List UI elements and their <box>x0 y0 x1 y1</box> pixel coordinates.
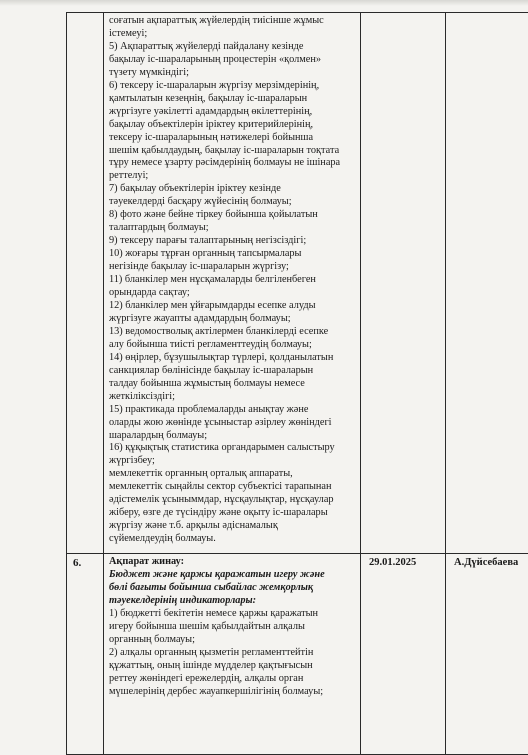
text-line: мемлекеттік сыңайлы сектор субъектісі тарапынан <box>109 481 356 494</box>
date-cell <box>361 554 446 755</box>
text-line: 15) практикада проблемаларды анықтау және <box>109 404 356 417</box>
number-cell <box>67 13 104 554</box>
text-line: қамтылатын кезеңнің, бақылау іс-шараларын <box>109 93 356 106</box>
text-line: 10) жоғары тұрған органның тапсырмалары <box>109 248 356 261</box>
responsible-cell <box>446 13 528 554</box>
text-line: 14) өңірлер, бұзушылықтар түрлері, қолданылатын <box>109 352 356 365</box>
page-top-edge <box>0 0 528 6</box>
text-line: негізінде бақылау іс-шараларын жүргізу; <box>109 261 356 274</box>
text-line: шешім қабылдаудың, бақылау іс-шараларын тоқтата <box>109 145 356 158</box>
text-line: әдістемелік ұсыныммдар, нұсқаулықтар, нұсқаулар <box>109 494 356 507</box>
text-line: реттеу жөніндегі ережелердің, алқалы орган <box>109 673 356 686</box>
text-line: жеткіліксіздігі; <box>109 391 356 404</box>
text-line: органның болмауы; <box>109 634 356 647</box>
text-line: 7) бақылау объектілерін іріктеу кезінде <box>109 183 356 196</box>
text-line: жүргізуге уәкілетті адамдардың өкілеттерінің, <box>109 106 356 119</box>
text-line: бақылау объектілерін іріктеу критерийлерінің, <box>109 119 356 132</box>
text-line: 2) алқалы органның қызметін регламенттейтін <box>109 647 356 660</box>
description-cell <box>104 554 361 755</box>
text-line: талдау бойынша жұмыстың болмауы немесе <box>109 378 356 391</box>
deadline-date: 29.01.2025 <box>361 554 445 568</box>
table-row-continuation <box>67 13 528 554</box>
text-line: 1) бюджетті бекітетін немесе қаржы қаражатын <box>109 608 356 621</box>
text-line: тұру немесе ұзарту рәсімдерінің болмауы не ішінара <box>109 157 356 170</box>
responsible-cell <box>446 554 528 755</box>
text-line: соғатын ақпараттық жүйелердің тиісінше жұмыс <box>109 15 356 28</box>
number-cell <box>67 554 104 755</box>
text-line: 13) ведомостволық актілермен бланкілерді есепке <box>109 326 356 339</box>
text-line: жүргізбеу; <box>109 455 356 468</box>
text-line: реттелуі; <box>109 170 356 183</box>
text-line: 11) бланкілер мен нұсқамаларды белгіленбеген <box>109 274 356 287</box>
text-line: істемеуі; <box>109 28 356 41</box>
text-line: тәуекелдерінің индикаторлары: <box>109 595 356 608</box>
text-line: жүргізу және т.б. арқылы әдіснамалық <box>109 520 356 533</box>
responsible-person: А.Дүйсебаева <box>446 554 528 568</box>
description-lines <box>109 608 356 699</box>
text-line: санкциялар бөлінісінде бақылау іс-шараларын <box>109 365 356 378</box>
text-line: бөлі бағыты бойынша сыбайлас жемқорлық <box>109 582 356 595</box>
text-line: мүшелерінің дербес жауапкершілігінің болмауы; <box>109 686 356 699</box>
text-line: 5) Ақпараттық жүйелерді пайдалану кезінде <box>109 41 356 54</box>
text-line: 16) құқықтық статистика органдарымен салыстыру <box>109 442 356 455</box>
text-line: 6) тексеру іс-шараларын жүргізу мерзімдерінің, <box>109 80 356 93</box>
text-line: игеру бойынша шешім қабылдайтын алқалы <box>109 621 356 634</box>
description-lines <box>104 13 360 546</box>
text-line: 12) бланкілер мен ұйғарымдарды есепке алуды <box>109 300 356 313</box>
section-heading: Ақпарат жинау: <box>109 556 356 569</box>
text-line: алу бойынша тиісті регламенттеудің болмауы; <box>109 339 356 352</box>
text-line: талаптардың болмауы; <box>109 222 356 235</box>
row-number: 6. <box>67 554 103 569</box>
text-line: жүргізуге жауапты адамдардың болмауы; <box>109 313 356 326</box>
indicator-heading <box>109 569 356 608</box>
date-cell <box>361 13 446 554</box>
text-line: мемлекеттік органның орталық аппараты, <box>109 468 356 481</box>
text-line: Бюджет және қаржы қаражатын игеру және <box>109 569 356 582</box>
text-line: оларды жою жөнінде ұсыныстар әзірлеу жөніндегі <box>109 417 356 430</box>
document-table <box>66 12 528 755</box>
table-row-6 <box>67 554 528 755</box>
text-line: орындарда сақтау; <box>109 287 356 300</box>
text-line: шаралардың болмауы; <box>109 430 356 443</box>
text-line: құжаттың, оның ішінде мүдделер қақтығысын <box>109 660 356 673</box>
text-line: 8) фото және бейне тіркеу бойынша қойылатын <box>109 209 356 222</box>
text-line: тәуекелдерді басқару жүйесінің болмауы; <box>109 196 356 209</box>
text-line: тексеру іс-шараларының нәтижелері бойынша <box>109 132 356 145</box>
text-line: бақылау іс-шараларының процестерін «қолмен» <box>109 54 356 67</box>
text-line: 9) тексеру парағы талаптарының негізсіздігі; <box>109 235 356 248</box>
text-line: түзету мүмкіндігі; <box>109 67 356 80</box>
text-line: сүйемелдеудің болмауы. <box>109 533 356 546</box>
text-line: жіберу, өзге де түсіндіру және оқыту іс-шаралары <box>109 507 356 520</box>
description-cell <box>104 13 361 554</box>
